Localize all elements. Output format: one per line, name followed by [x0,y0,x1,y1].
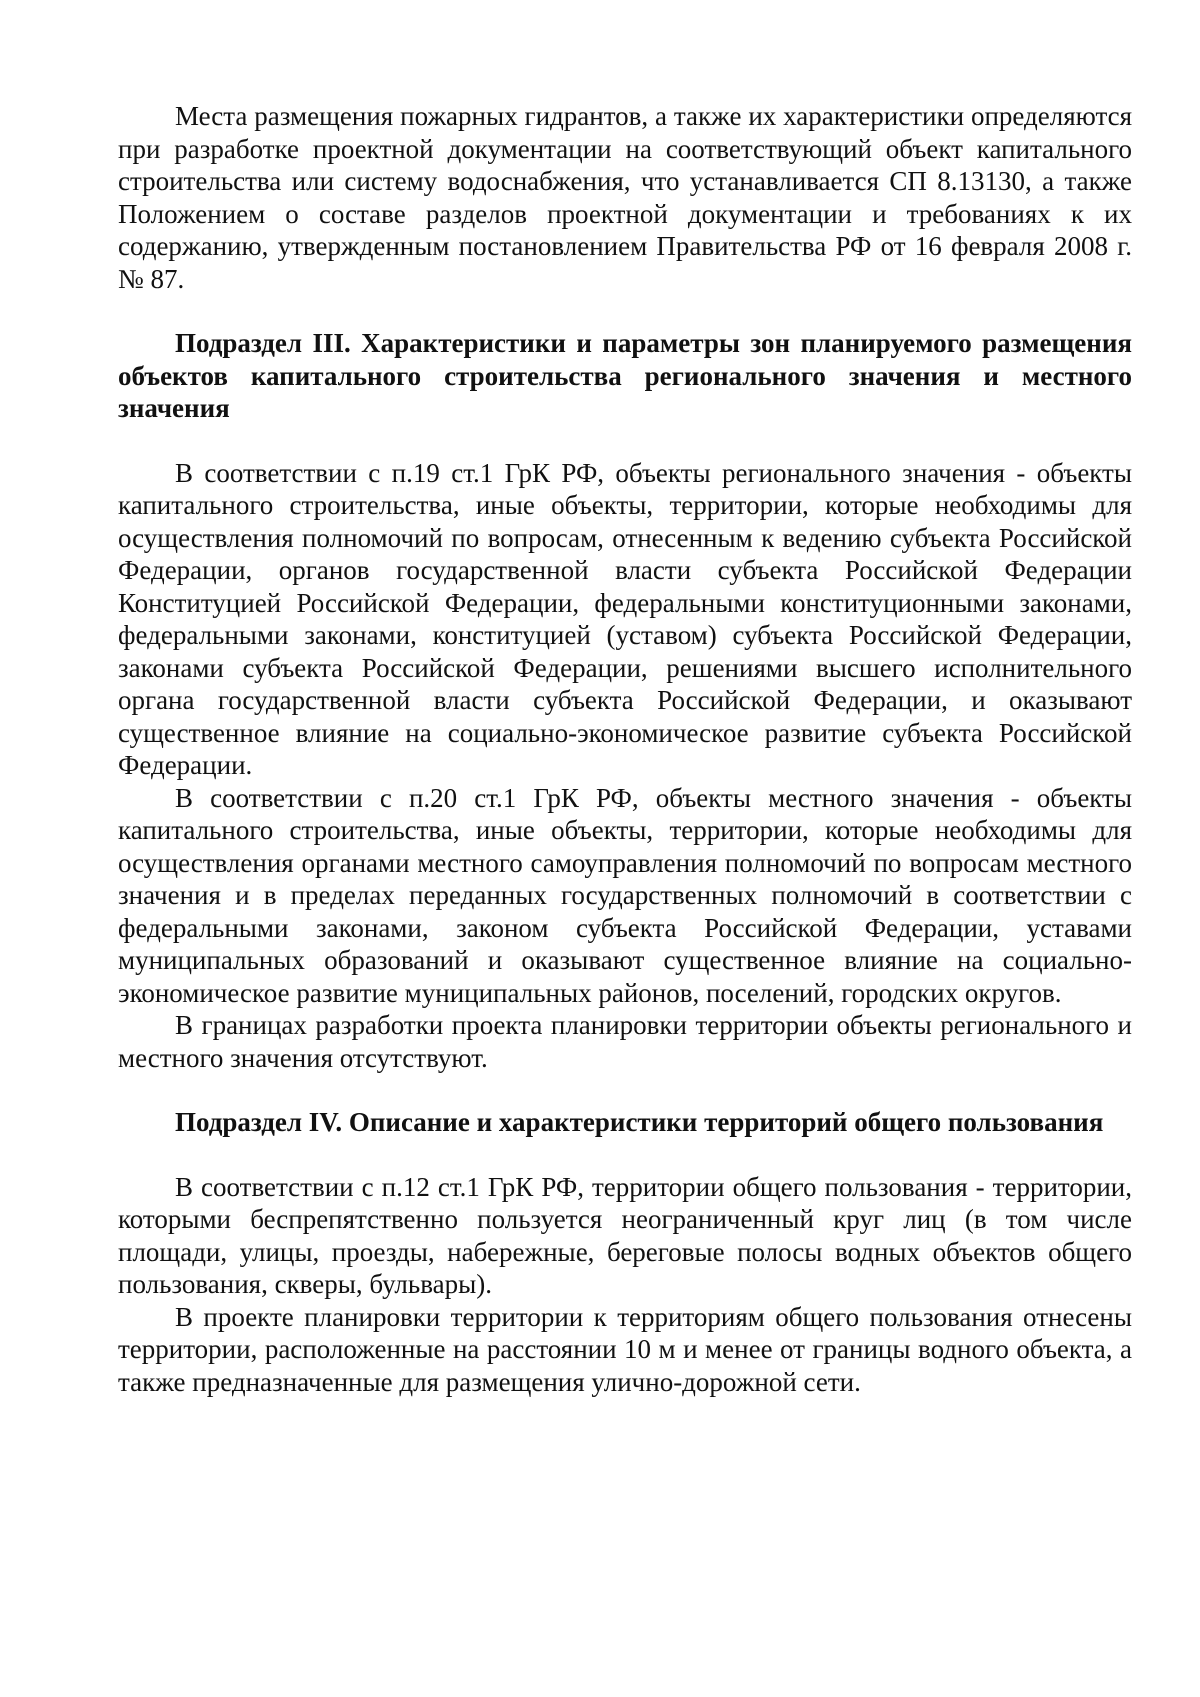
section-4-paragraph-2: В проекте планировки территории к территориям общего пользования отнесены территории, расположенные на расстоянии 10 м и менее от границы водного объекта, а также предназначенные для размещения улично-дорожной сети. [118,1301,1132,1397]
section-3-paragraph-2: В соответствии с п.20 ст.1 ГрК РФ, объекты местного значения - объекты капитального строительства, иные объекты, территории, которые необходимы для осуществления органами местного самоуправления полномочий по вопросам местного значения и в пределах переданных государственных полномочий в соответствии с федеральными законами, законом субъекта Российской Федерации, уставами муниципальных образований и оказывают существенное влияние на социально-экономическое развитие муниципальных районов, поселений, городских округов. [118,782,1132,1008]
section-4-heading: Подраздел IV. Описание и характеристики территорий общего пользования [175,1107,1104,1137]
spacer [118,425,1132,457]
document-page [118,100,1132,1398]
spacer [118,295,1132,327]
spacer [118,1074,1132,1106]
section-3-heading: Подраздел III. Характеристики и параметры зон планируемого размещения объектов капитального строительства регионального значения и местного значения [118,328,1132,423]
section-3-paragraph-3: В границах разработки проекта планировки территории объекты регионального и местного значения отсутствуют. [118,1010,1132,1073]
section-3-paragraph-1: В соответствии с п.19 ст.1 ГрК РФ, объекты регионального значения - объекты капитального строительства, иные объекты, территории, которые необходимы для осуществления полномочий по вопросам, отнесенным к ведению субъекта Российской Федерации, органов государственной власти субъекта Российской Федерации Конституцией Российской Федерации, федеральными конституционными законами, федеральными законами, конституцией (уставом) субъекта Российской Федерации, законами субъекта Российской Федерации, решениями высшего исполнительного органа государственной власти субъекта Российской Федерации, и оказывают существенное влияние на социально-экономическое развитие субъекта Российской Федерации. [118,457,1132,780]
spacer [118,1139,1132,1171]
intro-paragraph: Места размещения пожарных гидрантов, а также их характеристики определяются при разработке проектной документации на соответствующий объект капитального строительства или систему водоснабжения, что устанавливается СП 8.13130, а также Положением о составе разделов проектной документации и требованиях к их содержанию, утвержденным постановлением Правительства РФ от 16 февраля 2008 г. № 87. [118,101,1132,294]
section-4-paragraph-1: В соответствии с п.12 ст.1 ГрК РФ, территории общего пользования - территории, которыми беспрепятственно пользуется неограниченный круг лиц (в том числе площади, улицы, проезды, набережные, береговые полосы водных объектов общего пользования, скверы, бульвары). [118,1171,1132,1299]
